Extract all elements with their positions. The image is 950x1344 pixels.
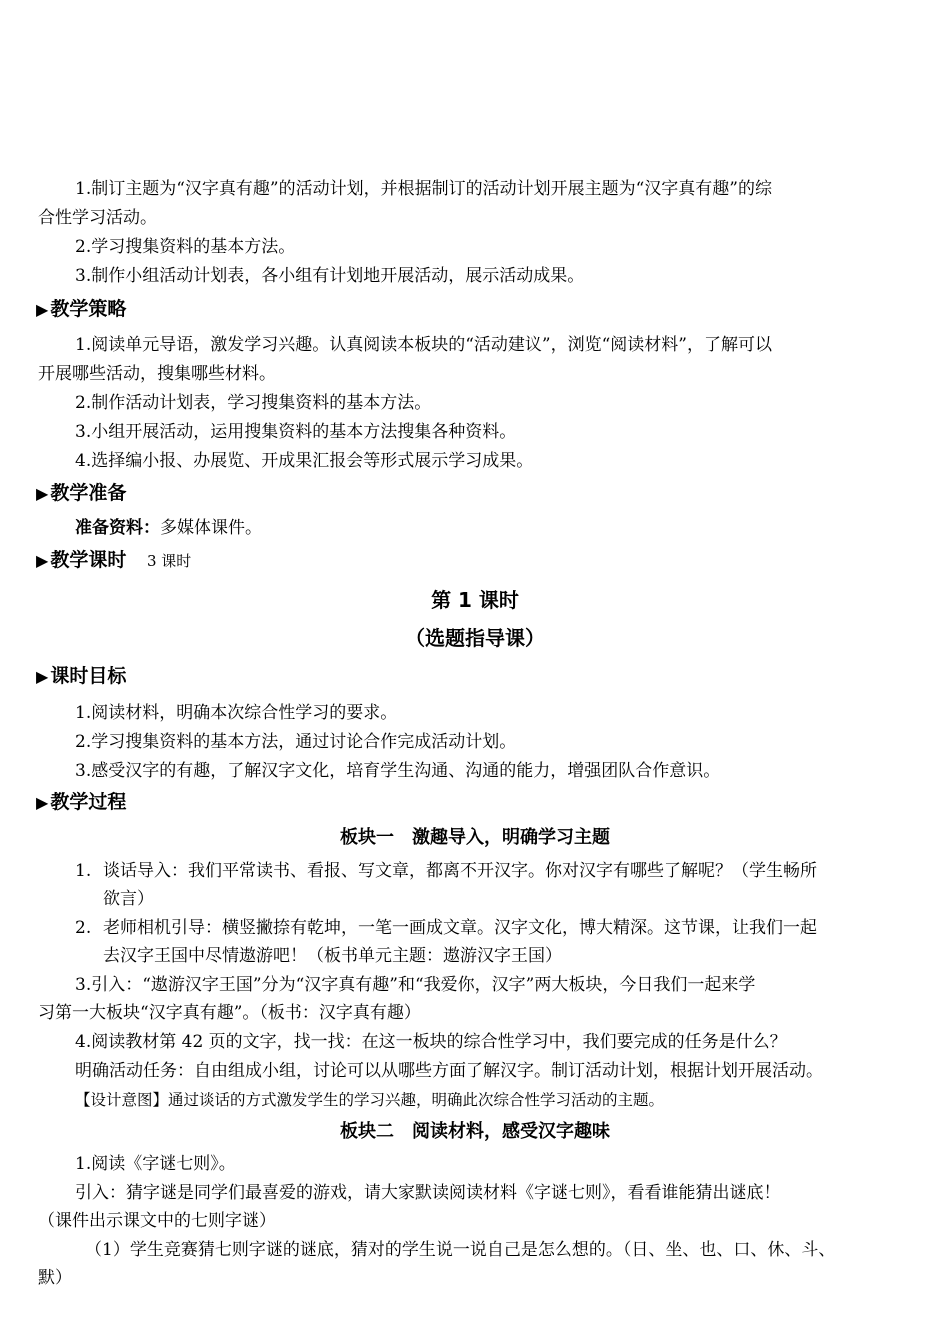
process-heading-text: 教学过程 bbox=[50, 791, 127, 813]
lesson-goals-heading bbox=[36, 664, 126, 689]
section-2-para-1: 1.阅读《字谜七则》。 bbox=[75, 1154, 236, 1174]
lesson-title: 第 1 课时 bbox=[431, 588, 519, 612]
section-1-para-3: 3.引入：“遨游汉字王国”分为“汉字真有趣”和“我爱你，汉字”两大板块，今日我们一起来学 bbox=[75, 975, 756, 995]
strategy-line-5: 4.选择编小报、办展览、开成果汇报会等形式展示学习成果。 bbox=[75, 451, 534, 471]
list-item-text: 老师相机引导：横竖撇捺有乾坤，一笔一画成文章。汉字文化，博大精深。这节课，让我们一起 bbox=[103, 918, 817, 938]
strategy-heading bbox=[36, 297, 126, 322]
list-number: 2. bbox=[75, 918, 92, 938]
preparation-label: 准备资料： bbox=[75, 518, 160, 538]
section-1-item-2 bbox=[75, 917, 817, 939]
lesson-goal-line-2: 2.学习搜集资料的基本方法，通过讨论合作完成活动计划。 bbox=[75, 732, 517, 752]
triangle-bullet-icon: ▶ bbox=[36, 551, 49, 570]
process-heading bbox=[36, 790, 126, 815]
lesson-goal-line-1: 1.阅读材料，明确本次综合性学习的要求。 bbox=[75, 703, 398, 723]
objective-line-2: 合性学习活动。 bbox=[38, 208, 157, 228]
list-number: 1. bbox=[75, 861, 92, 881]
section-1-item-2-cont: 去汉字王国中尽情遨游吧！（板书单元主题：遨游汉字王国） bbox=[103, 946, 562, 966]
section-2-sub-1: （1）学生竞赛猜七则字谜的谜底，猜对的学生说一说自己是怎么想的。（日、坐、也、口、休、斗、 bbox=[85, 1240, 836, 1260]
hours-value: 3 课时 bbox=[146, 552, 192, 570]
section-2-intro: 引入：猜字谜是同学们最喜爱的游戏，请大家默读阅读材料《字谜七则》，看看谁能猜出谜底！ bbox=[75, 1183, 781, 1203]
section-1-design-intent: 【设计意图】通过谈话的方式激发学生的学习兴趣，明确此次综合性学习活动的主题。 bbox=[75, 1091, 665, 1109]
strategy-line-1: 1.阅读单元导语，激发学习兴趣。认真阅读本板块的“活动建议”，浏览“阅读材料”，了解可以 bbox=[75, 335, 772, 355]
strategy-line-3: 2.制作活动计划表，学习搜集资料的基本方法。 bbox=[75, 393, 432, 413]
section-2-intro-cont: （课件出示课文中的七则字谜） bbox=[38, 1211, 276, 1231]
strategy-heading-text: 教学策略 bbox=[50, 298, 127, 320]
triangle-bullet-icon: ▶ bbox=[36, 667, 49, 686]
objective-line-1: 1.制订主题为“汉字真有趣”的活动计划，并根据制订的活动计划开展主题为“汉字真有趣”的综 bbox=[75, 179, 772, 199]
section-1-task: 明确活动任务：自由组成小组，讨论可以从哪些方面了解汉字。制订活动计划，根据计划开展活动。 bbox=[75, 1061, 823, 1081]
section-1-para-3-cont: 习第一大板块“汉字真有趣”。（板书：汉字真有趣） bbox=[38, 1003, 421, 1023]
preparation-line bbox=[75, 517, 262, 539]
lesson-goals-heading-text: 课时目标 bbox=[50, 665, 127, 687]
strategy-line-2: 开展哪些活动，搜集哪些材料。 bbox=[38, 364, 276, 384]
strategy-line-4: 3.小组开展活动，运用搜集资料的基本方法搜集各种资料。 bbox=[75, 422, 517, 442]
section-1-item-1 bbox=[75, 860, 817, 882]
triangle-bullet-icon: ▶ bbox=[36, 300, 49, 319]
section-2-title: 板块二 阅读材料，感受汉字趣味 bbox=[340, 1121, 610, 1142]
triangle-bullet-icon: ▶ bbox=[36, 484, 49, 503]
lesson-subtitle: （选题指导课） bbox=[405, 626, 545, 650]
section-2-sub-1-cont: 默） bbox=[38, 1268, 72, 1288]
list-item-text: 谈话导入：我们平常读书、看报、写文章，都离不开汉字。你对汉字有哪些了解呢？（学生畅所 bbox=[103, 861, 817, 881]
triangle-bullet-icon: ▶ bbox=[36, 793, 49, 812]
preparation-heading bbox=[36, 481, 126, 506]
hours-heading-text: 教学课时 bbox=[50, 549, 127, 571]
preparation-value: 多媒体课件。 bbox=[160, 518, 262, 538]
objective-line-3: 2.学习搜集资料的基本方法。 bbox=[75, 237, 296, 257]
objective-line-4: 3.制作小组活动计划表，各小组有计划地开展活动，展示活动成果。 bbox=[75, 266, 585, 286]
lesson-goal-line-3: 3.感受汉字的有趣，了解汉字文化，培育学生沟通、沟通的能力，增强团队合作意识。 bbox=[75, 761, 721, 781]
section-1-item-1-cont: 欲言） bbox=[103, 889, 154, 909]
preparation-heading-text: 教学准备 bbox=[50, 482, 127, 504]
section-1-title: 板块一 激趣导入，明确学习主题 bbox=[340, 827, 610, 848]
section-1-para-4: 4.阅读教材第 42 页的文字，找一找：在这一板块的综合性学习中，我们要完成的任务是什么？ bbox=[75, 1032, 787, 1052]
hours-heading bbox=[36, 548, 191, 573]
